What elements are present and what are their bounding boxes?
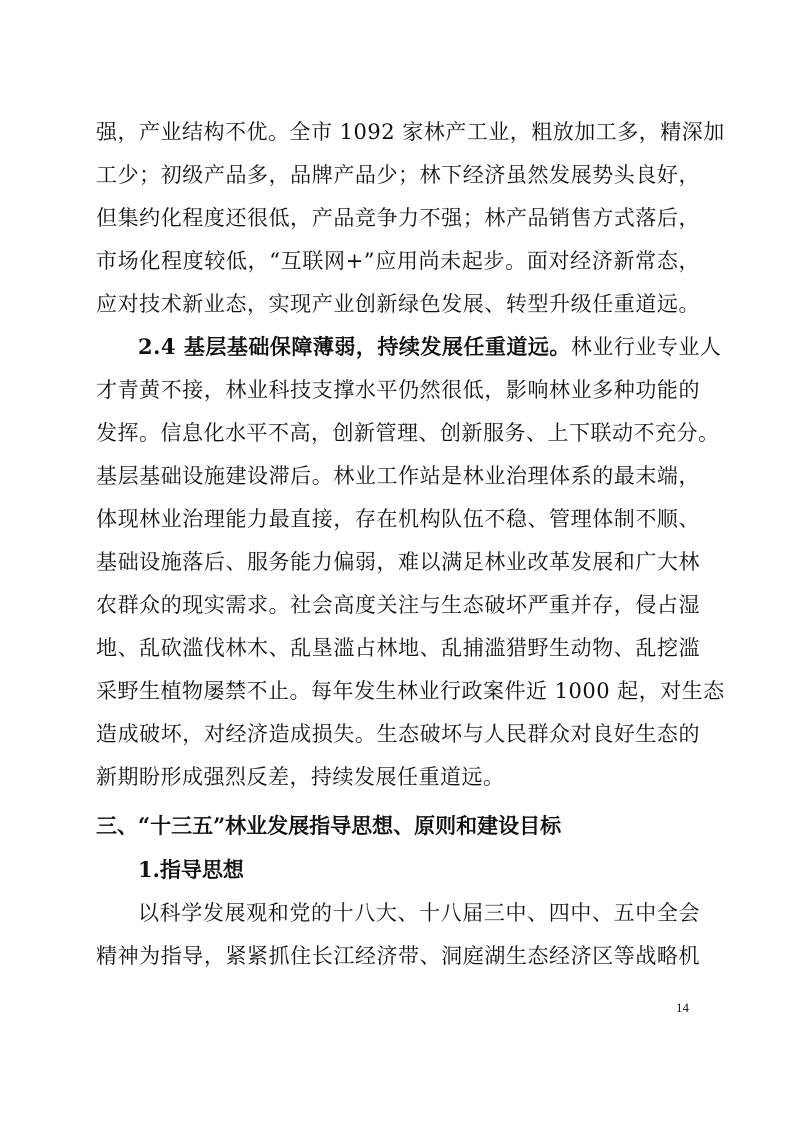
body-text-line: 精神为指导，紧紧抓住长江经济带、洞庭湖生态经济区等战略机 bbox=[96, 944, 700, 968]
body-text-line: 农群众的现实需求。社会高度关注与生态破坏严重并存，侵占湿 bbox=[96, 593, 700, 617]
body-text-line: 基础设施落后、服务能力偏弱，难以满足林业改革发展和广大林 bbox=[96, 550, 700, 574]
section-lead-text: 林业行业专业人 bbox=[570, 335, 722, 359]
body-text-line: 但集约化程度还很低，产品竞争力不强；林产品销售方式落后， bbox=[96, 206, 700, 230]
body-text-line: 地、乱砍滥伐林木、乱垦滥占林地、乱捕滥猎野生动物、乱挖滥 bbox=[96, 636, 700, 660]
body-text-line: 以科学发展观和党的十八大、十八届三中、四中、五中全会 bbox=[138, 901, 700, 925]
body-text-line: 应对技术新业态，实现产业创新绿色发展、转型升级任重道远。 bbox=[96, 292, 700, 316]
body-text-line: 体现林业治理能力最直接，存在机构队伍不稳、管理体制不顺、 bbox=[96, 507, 700, 531]
section-lead-bold: 2.4 基层基础保障薄弱，持续发展任重道远。 bbox=[138, 334, 571, 359]
section-heading: 三、“十三五”林业发展指导思想、原则和建设目标 bbox=[96, 813, 562, 838]
body-text-line: 新期盼形成强烈反差，持续发展任重道远。 bbox=[96, 765, 505, 789]
body-text-line: 才青黄不接，林业科技支撑水平仍然很低，影响林业多种功能的 bbox=[96, 378, 700, 402]
body-text-line: 发挥。信息化水平不高，创新管理、创新服务、上下联动不充分。 bbox=[96, 421, 720, 445]
body-text-line: 采野生植物屡禁不止。每年发生林业行政案件近 1000 起，对生态 bbox=[96, 679, 725, 703]
body-text-line: 造成破坏，对经济造成损失。生态破坏与人民群众对良好生态的 bbox=[96, 722, 700, 746]
subsection-heading: 1.指导思想 bbox=[138, 857, 244, 882]
body-text-line: 工少；初级产品多，品牌产品少；林下经济虽然发展势头良好， bbox=[96, 163, 700, 187]
body-text-line: 市场化程度较低，“互联网+”应用尚未起步。面对经济新常态， bbox=[96, 249, 700, 273]
body-text-line: 基层基础设施建设滞后。林业工作站是林业治理体系的最末端， bbox=[96, 464, 700, 488]
body-text-line: 强，产业结构不优。全市 1092 家林产工业，粗放加工多，精深加 bbox=[96, 120, 725, 144]
body-text-line bbox=[138, 327, 722, 367]
page-number: 14 bbox=[676, 1000, 689, 1015]
